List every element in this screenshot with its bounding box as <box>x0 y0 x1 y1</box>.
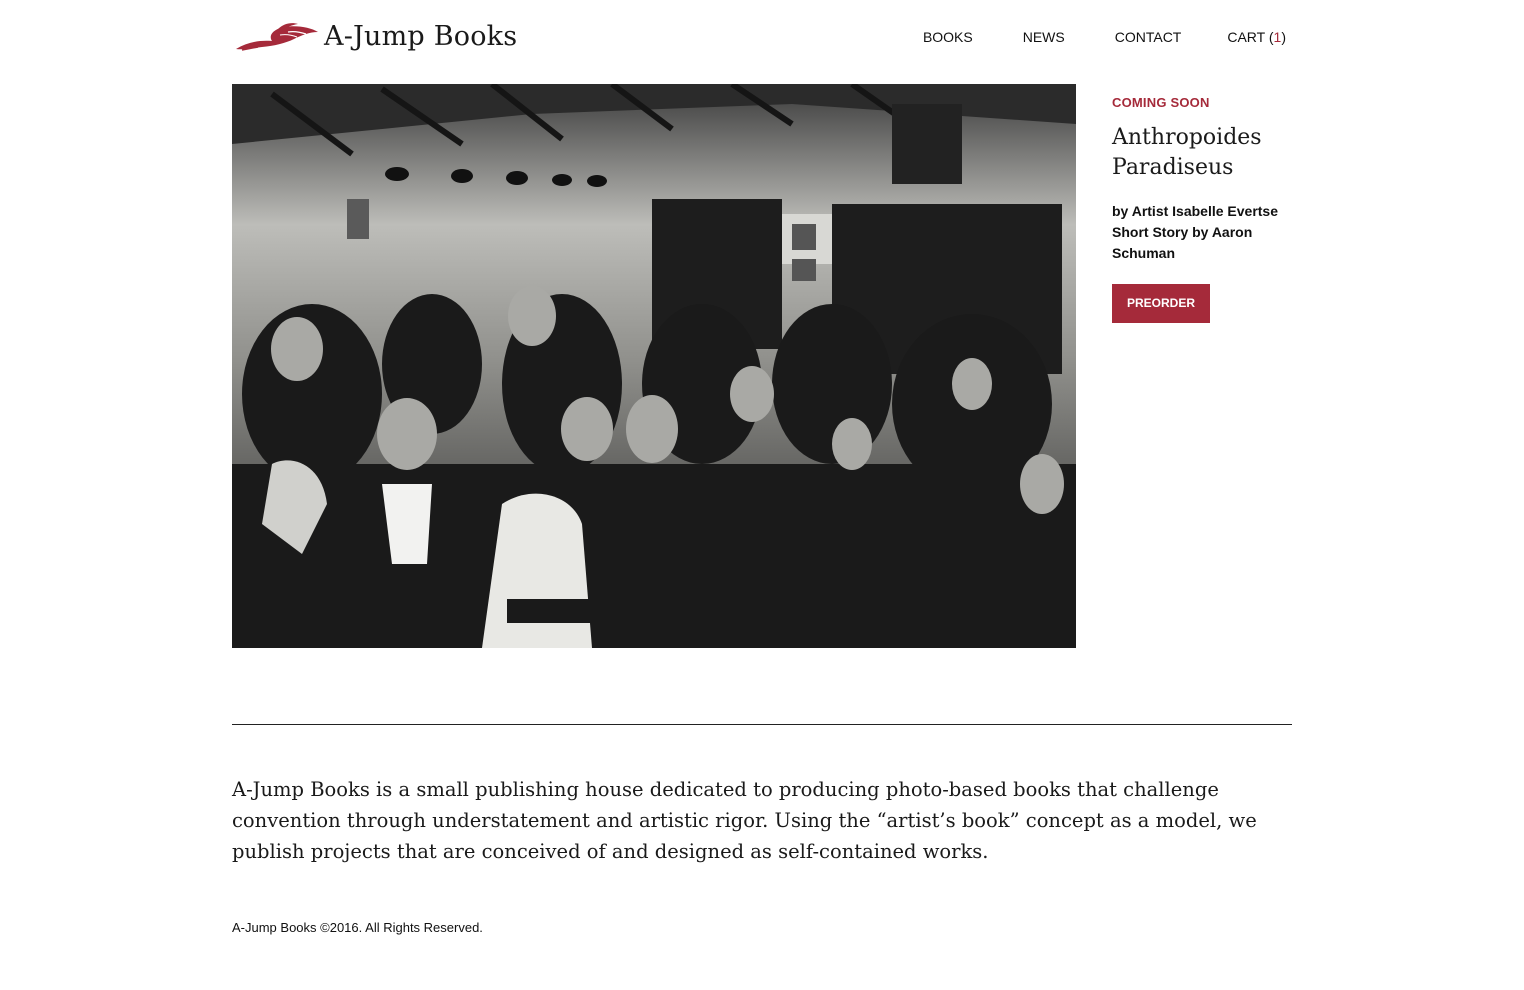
preorder-button[interactable]: PREORDER <box>1112 284 1210 323</box>
coming-soon-badge: COMING SOON <box>1112 95 1210 110</box>
cart-label: CART <box>1227 29 1265 45</box>
section-divider <box>232 724 1292 725</box>
footer-copyright: A-Jump Books ©2016. All Rights Reserved. <box>232 920 483 935</box>
nav-cart[interactable]: CART (1) <box>1227 29 1286 45</box>
bird-logo-icon <box>234 20 320 52</box>
site-header <box>232 16 1292 60</box>
nav-contact[interactable]: CONTACT <box>1114 29 1182 45</box>
about-text: A-Jump Books is a small publishing house dedicated to producing photo-based books that challenge convention through understatement and artistic rigor. Using the “artist’s book” concept as a model, we publish projects that are conceived of and designed as self-contained works. <box>232 778 1257 863</box>
nav-news[interactable]: NEWS <box>1022 29 1065 45</box>
book-credits <box>1112 201 1302 264</box>
featured-book-image[interactable] <box>232 84 1076 648</box>
main-nav <box>923 29 1286 45</box>
artist-credit: by Artist Isabelle Evertse <box>1112 203 1279 220</box>
featured-book-panel <box>1112 95 1302 323</box>
logo-link[interactable] <box>234 20 517 52</box>
author-credit: Short Story by Aaron Schuman <box>1112 224 1253 262</box>
photo-dancing-party-icon <box>232 84 1076 648</box>
nav-books[interactable]: BOOKS <box>922 29 973 45</box>
book-title[interactable]: Anthropoides Paradiseus <box>1112 125 1262 180</box>
logo-text: A-Jump Books <box>324 20 518 52</box>
cart-count: 1 <box>1273 29 1282 45</box>
